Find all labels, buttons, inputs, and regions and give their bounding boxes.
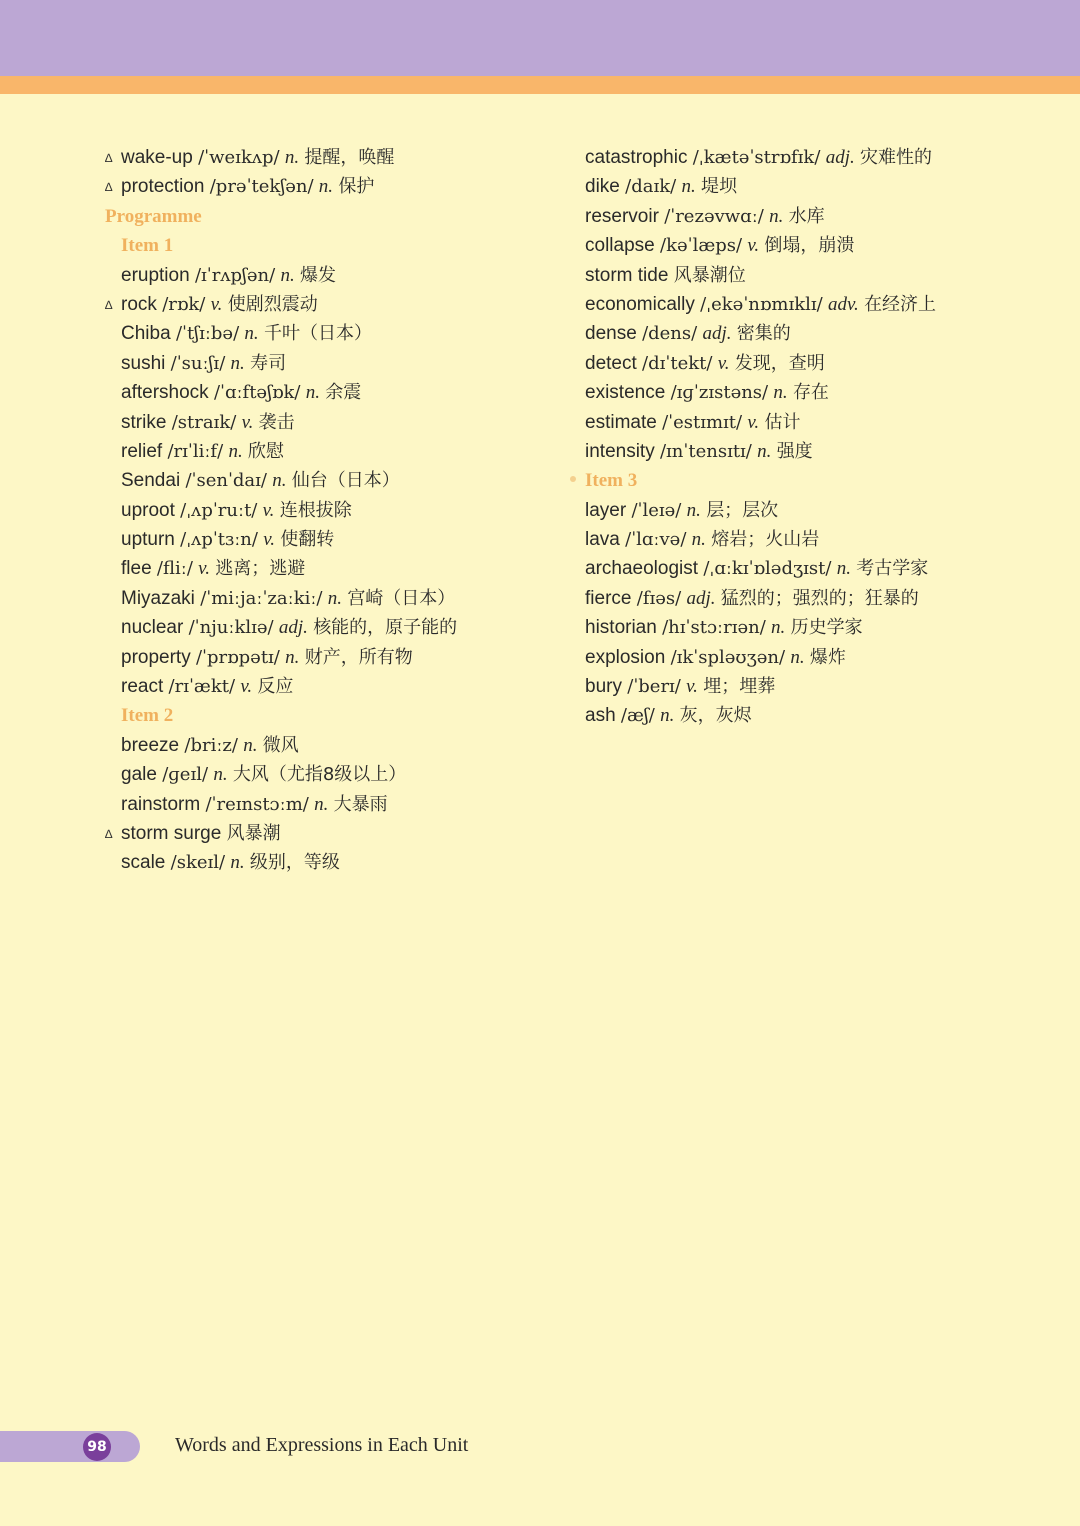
vocab-entry [585,584,1045,613]
entry-pos: n. [213,764,228,786]
entry-meaning: 爆炸 [809,646,846,668]
triangle-mark-icon: ∆ [105,297,113,312]
entry-ipa: /ˌʌpˈruːt/ [180,499,258,521]
entry-word: Miyazaki [121,587,195,609]
entry-meaning: 风暴潮 [226,822,281,844]
entry-meaning: 水库 [788,205,825,227]
vocab-entry [105,437,565,466]
vocab-entry [105,643,565,672]
entry-word: intensity [585,440,655,462]
entry-word: lava [585,529,620,551]
entry-word: fierce [585,587,632,609]
entry-word: nuclear [121,617,184,639]
entry-pos: v. [263,529,275,551]
vocab-entry [105,408,565,437]
entry-ipa: /ˈleɪə/ [631,499,682,521]
entry-word: gale [121,764,157,786]
entry-word: sushi [121,352,166,374]
entry-pos: n. [773,382,788,404]
entry-word: existence [585,382,666,404]
entry-pos: adv. [828,293,859,315]
entry-pos: n. [691,529,706,551]
vocab-entry [105,143,565,172]
vocab-entry [105,554,565,583]
entry-word: detect [585,352,637,374]
vocab-entry [105,525,565,554]
entry-pos: n. [230,852,245,874]
entry-meaning: 倒塌，崩溃 [764,235,855,257]
entry-pos: adj. [278,617,308,639]
entry-ipa: /ˈrezəvwɑː/ [664,205,764,227]
entry-meaning: 堤坝 [701,176,737,198]
entry-meaning: 千叶（日本） [263,323,372,345]
left-column [105,143,565,878]
vocab-entry [105,760,565,789]
entry-word: react [121,676,164,698]
vocab-entry [585,172,1045,201]
entry-meaning: 灾难性的 [860,147,932,168]
vocab-entry [585,378,1045,407]
entry-meaning: 保护 [338,176,375,198]
vocab-entry [585,554,1045,583]
entry-meaning: 熔岩；火山岩 [711,529,820,551]
entry-pos: n. [244,323,259,345]
header-band [0,0,1080,76]
entry-pos: n. [284,147,300,168]
entry-ipa: /æʃ/ [620,705,655,727]
vocab-entry [105,172,565,201]
entry-ipa: /fliː/ [156,558,193,580]
entry-ipa: /ˈprɒpətɪ/ [195,646,280,668]
entry-ipa: /briːz/ [184,734,238,756]
entry-meaning: 寿司 [250,352,287,374]
vocab-entry [585,408,1045,437]
vocab-entry [585,525,1045,554]
entry-pos: n. [318,176,334,198]
entry-ipa: /straɪk/ [171,411,237,433]
entry-meaning: 使剧烈震动 [227,293,318,315]
entry-pos: adj. [825,147,855,168]
entry-meaning: 微风 [262,734,299,756]
entry-ipa: /ɡeɪl/ [162,764,209,786]
vocab-entry [585,349,1045,378]
triangle-mark-icon: ∆ [105,826,113,841]
item-heading-text: Item 3 [585,470,638,492]
entry-ipa: /ˈɑːftəʃɒk/ [213,382,301,404]
entry-ipa: /daɪk/ [625,176,677,198]
entry-meaning: 历史学家 [790,617,863,639]
entry-meaning: 存在 [792,382,829,404]
entry-pos: n. [836,558,851,580]
vocab-entry [585,202,1045,231]
entry-word: ash [585,705,616,727]
entry-pos: n. [230,352,245,374]
entry-pos: n. [660,705,675,727]
entry-ipa: /rɪˈækt/ [168,676,236,698]
entry-pos: n. [280,264,295,286]
entry-pos: v. [262,499,275,521]
entry-ipa: /fɪəs/ [636,587,682,609]
vocab-entry [585,613,1045,642]
entry-pos: v. [198,558,210,580]
entry-word: wake-up [121,147,193,168]
entry-ipa: /ˈsenˈdaɪ/ [185,470,267,492]
entry-ipa: /ˈlɑːvə/ [625,529,687,551]
entry-word: collapse [585,235,655,257]
entry-meaning: 使翻转 [280,529,335,551]
vocab-entry [105,848,565,877]
vocab-entry [585,437,1045,466]
vocab-entry [585,701,1045,730]
entry-word: bury [585,676,622,698]
entry-word: scale [121,852,166,874]
entry-ipa: /ˌekəˈnɒmɪklɪ/ [700,293,823,315]
entry-meaning: 猛烈的；强烈的；狂暴的 [720,587,919,609]
entry-word: rainstorm [121,793,201,815]
entry-ipa: /kəˈlæps/ [660,235,743,257]
item-heading [105,231,565,260]
vocab-entry [105,613,565,642]
vocab-entry [105,319,565,348]
entry-meaning: 核能的，原子能的 [313,617,458,639]
entry-word: strike [121,411,167,433]
entry-ipa: /skeɪl/ [170,852,226,874]
entry-word: upturn [121,529,175,551]
vocab-entry [585,231,1045,260]
entry-meaning: 发现，查明 [734,352,825,374]
entry-meaning: 层；层次 [706,499,779,521]
vocab-entry [105,672,565,701]
entry-meaning: 袭击 [258,411,295,433]
entry-word: eruption [121,264,190,286]
vocab-entry [105,349,565,378]
entry-meaning: 在经济上 [864,293,937,315]
entry-pos: v. [240,676,253,698]
entry-ipa: /rɪˈliːf/ [167,440,224,462]
item-heading-text: Item 1 [121,235,174,257]
entry-meaning: 反应 [257,676,294,698]
entry-ipa: /hɪˈstɔːrɪən/ [662,617,766,639]
entry-ipa: /ˈestɪmɪt/ [662,411,743,433]
entry-pos: n. [228,440,243,462]
entry-pos: n. [327,587,343,609]
vocab-entry [585,261,1045,290]
item-heading [105,701,565,730]
vocab-entry [105,290,565,319]
entry-meaning: 仙台（日本） [291,470,400,492]
vocab-entry [585,643,1045,672]
entry-meaning: 强度 [776,440,813,462]
vocab-entry [105,261,565,290]
entry-word: relief [121,440,163,462]
vocab-entry [585,496,1045,525]
entry-meaning: 逃离；逃避 [215,558,306,580]
entry-meaning: 大暴雨 [333,793,388,815]
entry-pos: n. [243,734,258,756]
bullet-dot-icon [570,476,576,482]
entry-pos: v. [686,676,698,698]
entry-ipa: /ɪkˈspləʊʒən/ [670,646,786,668]
entry-word: dense [585,323,637,345]
entry-pos: n. [757,440,772,462]
entry-pos: n. [790,646,805,668]
entry-ipa: /ˈreɪnstɔːm/ [205,793,309,815]
entry-word: reservoir [585,205,659,227]
entry-ipa: /prəˈtekʃən/ [209,176,314,198]
entry-word: dike [585,176,620,198]
entry-word: archaeologist [585,558,699,580]
entry-ipa: /ɪnˈtensɪtɪ/ [659,440,752,462]
entry-meaning: 欣慰 [247,440,284,462]
entry-meaning: 密集的 [736,323,791,345]
entry-ipa: /dɪˈtekt/ [642,352,713,374]
vocab-entry [585,672,1045,701]
entry-ipa: /ˈberɪ/ [627,676,681,698]
entry-word: layer [585,499,627,521]
vocab-entry [105,496,565,525]
entry-ipa: /rɒk/ [162,293,206,315]
entry-pos: n. [285,646,300,668]
right-column [585,143,1045,731]
entry-word: rock [121,293,157,315]
item-heading-text: Item 2 [121,705,174,727]
entry-ipa: /ˈmiːjaːˈzaːkiː/ [200,587,323,609]
footer-bar [0,1431,140,1462]
entry-pos: n. [314,793,329,815]
entry-pos: v. [747,411,760,433]
entry-meaning: 余震 [325,382,362,404]
entry-meaning: 级别，等级 [249,852,340,874]
vocab-entry [105,731,565,760]
triangle-mark-icon: ∆ [105,180,113,195]
entry-word: storm tide [585,264,669,286]
section-heading: Programme [105,205,202,227]
header-stripe [0,76,1080,94]
entry-ipa: /ˈweɪkʌp/ [198,147,280,168]
entry-pos: n. [769,205,784,227]
vocab-entry [105,466,565,495]
entry-meaning: 估计 [764,411,801,433]
entry-meaning: 财产，所有物 [304,646,413,668]
entry-ipa: /dens/ [642,323,698,345]
entry-ipa: /ˈnjuːklɪə/ [188,617,274,639]
entry-word: explosion [585,646,666,668]
entry-pos: adj. [702,323,732,345]
page-number: 98 [83,1433,111,1461]
entry-pos: adj. [686,587,716,609]
entry-pos: v. [241,411,254,433]
entry-ipa: /ˌʌpˈtɜːn/ [180,529,258,551]
entry-pos: n. [681,176,696,198]
entry-ipa: /ɪˈrʌpʃən/ [194,264,276,286]
entry-word: uproot [121,499,175,521]
entry-pos: n. [305,382,320,404]
entry-meaning: 连根拔除 [279,499,352,521]
entry-meaning: 考古学家 [856,558,929,580]
entry-meaning: 灰，灰烬 [679,705,752,727]
entry-word: catastrophic [585,147,688,168]
entry-word: economically [585,293,695,315]
entry-pos: v. [747,235,760,257]
entry-pos: v. [210,293,223,315]
entry-ipa: /ɪɡˈzɪstəns/ [670,382,769,404]
triangle-mark-icon: ∆ [105,151,113,165]
entry-meaning: 大风（尤指8级以上） [232,764,407,786]
entry-word: aftershock [121,382,209,404]
entry-pos: v. [717,352,730,374]
entry-word: Sendai [121,470,181,492]
entry-word: Chiba [121,323,171,345]
vocab-entry [105,378,565,407]
entry-pos: n. [272,470,287,492]
entry-word: property [121,646,191,668]
vocab-entry [105,790,565,819]
item-heading [585,466,1045,495]
entry-pos: n. [686,499,701,521]
entry-meaning: 提醒，唤醒 [304,147,395,168]
entry-word: protection [121,176,205,198]
entry-word: estimate [585,411,657,433]
entry-meaning: 风暴潮位 [673,264,746,286]
entry-word: historian [585,617,657,639]
entry-meaning: 宫崎（日本） [347,587,456,609]
entry-meaning: 爆发 [300,264,337,286]
entry-ipa: /ˈtʃɪːbə/ [175,323,240,345]
vocab-entry [585,319,1045,348]
vocab-entry [105,819,565,848]
vocab-entry [105,584,565,613]
entry-ipa: /ˌɑːkɪˈɒlədʒɪst/ [703,558,832,580]
vocab-entry [585,143,1045,172]
entry-ipa: /ˈsuːʃɪ/ [170,352,226,374]
entry-meaning: 埋；埋葬 [703,676,776,698]
entry-pos: n. [771,617,786,639]
entry-word: storm surge [121,822,222,844]
vocab-entry [585,290,1045,319]
entry-word: flee [121,558,152,580]
entry-ipa: /ˌkætəˈstrɒfɪk/ [692,147,821,168]
entry-word: breeze [121,734,180,756]
footer-title: Words and Expressions in Each Unit [175,1434,469,1456]
